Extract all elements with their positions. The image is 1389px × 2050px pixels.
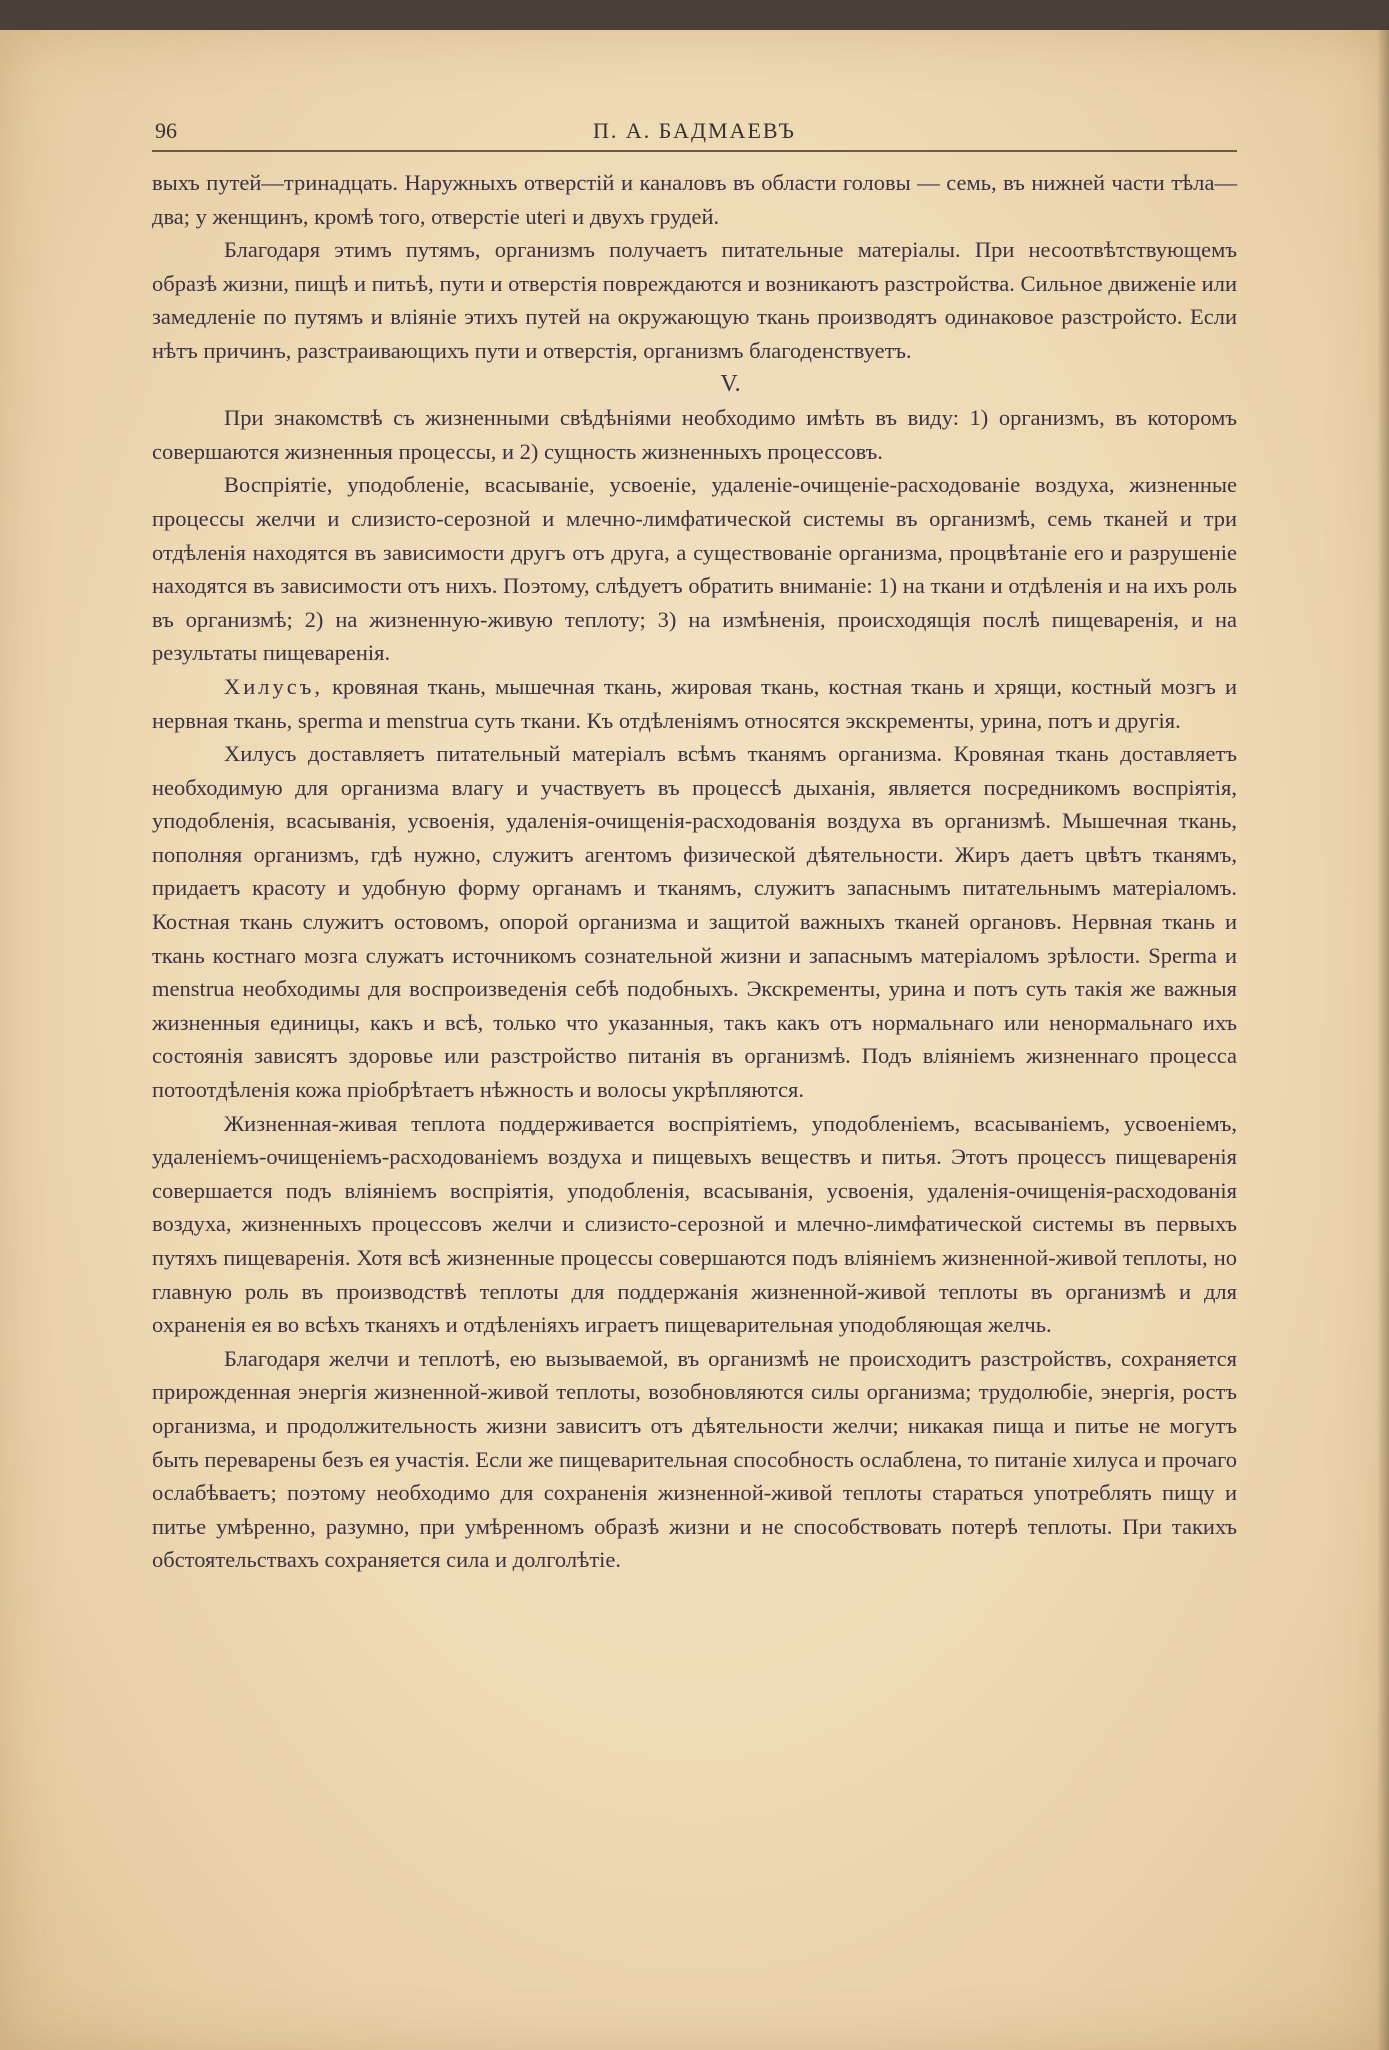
running-head: П. А. БАДМАЕВЪ [593, 118, 796, 143]
paragraph-continuation: выхъ путей—тринадцать. Наружныхъ отверстій и каналовъ въ области головы — семь, въ нижней части тѣла—два; у женщинъ, кромѣ того, отверстіе uteri и двухъ грудей. [152, 170, 1237, 229]
emphasized-term: Хилусъ, [224, 673, 324, 699]
paragraph: Жизненная-живая теплота поддерживается воспріятіемъ, уподобленіемъ, всасываніемъ, усвоеніемъ, удаленіемъ-очищеніемъ-расходованіемъ воздуха и пищевыхъ веществъ и питья. Этотъ процессъ пищеваренія совершается подъ вліяніемъ воспріятія, уподобленія, всасыванія, усвоенія, удаленія-очищенія-расходованія воздуха, жизненныхъ процессовъ желчи и слизисто-серозной и млечно-лимфатической системы въ первыхъ путяхъ пищеваренія. Хотя всѣ жизненные процессы совершаются подъ вліяніемъ жизненной-живой теплоты, но главную роль въ производствѣ теплоты для поддержанія жизненной-живой теплоты въ организмѣ и для охраненія ея во всѣхъ тканяхъ и отдѣленіяхъ играетъ пищеварительная уподобляющая желчь. [152, 1110, 1237, 1338]
section-number: V. [720, 370, 741, 397]
page-number: 96 [155, 118, 177, 143]
paragraph: Благодаря этимъ путямъ, организмъ получаетъ питательные матеріалы. При несоотвѣтствующемъ образѣ жизни, пищѣ и питьѣ, пути и отверстія повреждаются и возникаютъ разстройства. Сильное движеніе или замедленіе по путямъ и вліяніе этихъ путей на окружающую ткань производятъ одинаковое разстройсто. Если нѣтъ причинъ, разстраивающихъ пути и отверстія, организмъ благоденствуетъ. [152, 237, 1237, 363]
page-edge-shadow [1377, 30, 1389, 2050]
paragraph [152, 670, 1237, 737]
paragraph: Воспріятіе, уподобленіе, всасываніе, усвоеніе, удаленіе-очищеніе-расходованіе воздуха, жизненные процессы желчи и слизисто-серозной и млечно-лимфатической системы въ организмѣ, семь тканей и три отдѣленія находятся въ зависимости другъ отъ друга, а существованіе организма, процвѣтаніе его и разрушеніе находятся въ зависимости отъ нихъ. Поэтому, слѣдуетъ обратить вниманіе: 1) на ткани и отдѣленія и на ихъ роль въ организмѣ; 2) на жизненную-живую теплоту; 3) на измѣненія, происходящія послѣ пищеваренія, и на результаты пищеваренія. [152, 472, 1237, 666]
body-text [152, 166, 1237, 1577]
paragraph-text: кровяная ткань, мышечная ткань, жировая ткань, костная ткань и хрящи, костный мозгъ и нервная ткань, sperma и menstrua суть ткани. Къ отдѣленіямъ относятся экскременты, урина, потъ и другія. [152, 673, 1237, 733]
paragraph: При знакомствѣ съ жизненными свѣдѣніями необходимо имѣть въ виду: 1) организмъ, въ которомъ совершаются жизненныя процессы, и 2) сущность жизненныхъ процессовъ. [152, 405, 1237, 464]
book-page [0, 30, 1389, 2050]
paragraph: Благодаря желчи и теплотѣ, ею вызываемой, въ организмѣ не происходитъ разстройствъ, сохраняется прирожденная энергія жизненной-живой теплоты, возобновляются силы организма; трудолюбіе, энергія, ростъ организма, и продолжительность жизни зависитъ отъ дѣятельности желчи; никакая пища и питье не могутъ быть переварены безъ ея участія. Если же пищеварительная способность ослаблена, то питаніе хилуса и прочаго ослабѣваетъ; поэтому необходимо для сохраненія жизненной-живой теплоты стараться употреблять пищу и питье умѣренно, разумно, при умѣренномъ образѣ жизни и не способствовать потерѣ теплоты. При такихъ обстоятельствахъ сохраняется сила и долголѣтіе. [152, 1345, 1237, 1573]
paragraph: Хилусъ доставляетъ питательный матеріалъ всѣмъ тканямъ организма. Кровяная ткань доставляетъ необходимую для организма влагу и участвуетъ въ процессѣ дыханія, является посредникомъ воспріятія, уподобленія, всасыванія, усвоенія, удаленія-очищенія-расходованія воздуха въ организмѣ. Мышечная ткань, пополняя организмъ, гдѣ нужно, служитъ агентомъ физической дѣятельности. Жиръ даетъ цвѣтъ тканямъ, придаетъ красоту и удобную форму органамъ и тканямъ, служитъ запаснымъ питательнымъ матеріаломъ. Костная ткань служитъ остовомъ, опорой организма и защитой важныхъ тканей органовъ. Нервная ткань и ткань костнаго мозга служатъ источникомъ сознательной жизни и запаснымъ матеріаломъ зрѣлости. Sperma и menstrua необходимы для воспроизведенія себѣ подобныхъ. Экскременты, урина и потъ суть такія же важныя жизненныя единицы, какъ и всѣ, только что указанныя, такъ какъ отъ нормальнаго или ненормальнаго ихъ состоянія зависятъ здоровье или разстройство питанія въ организмѣ. Подъ вліяніемъ жизненнаго процесса потоотдѣленія кожа пріобрѣтаетъ нѣжность и волосы укрѣпляются. [152, 741, 1237, 1103]
page-header [152, 116, 1237, 152]
